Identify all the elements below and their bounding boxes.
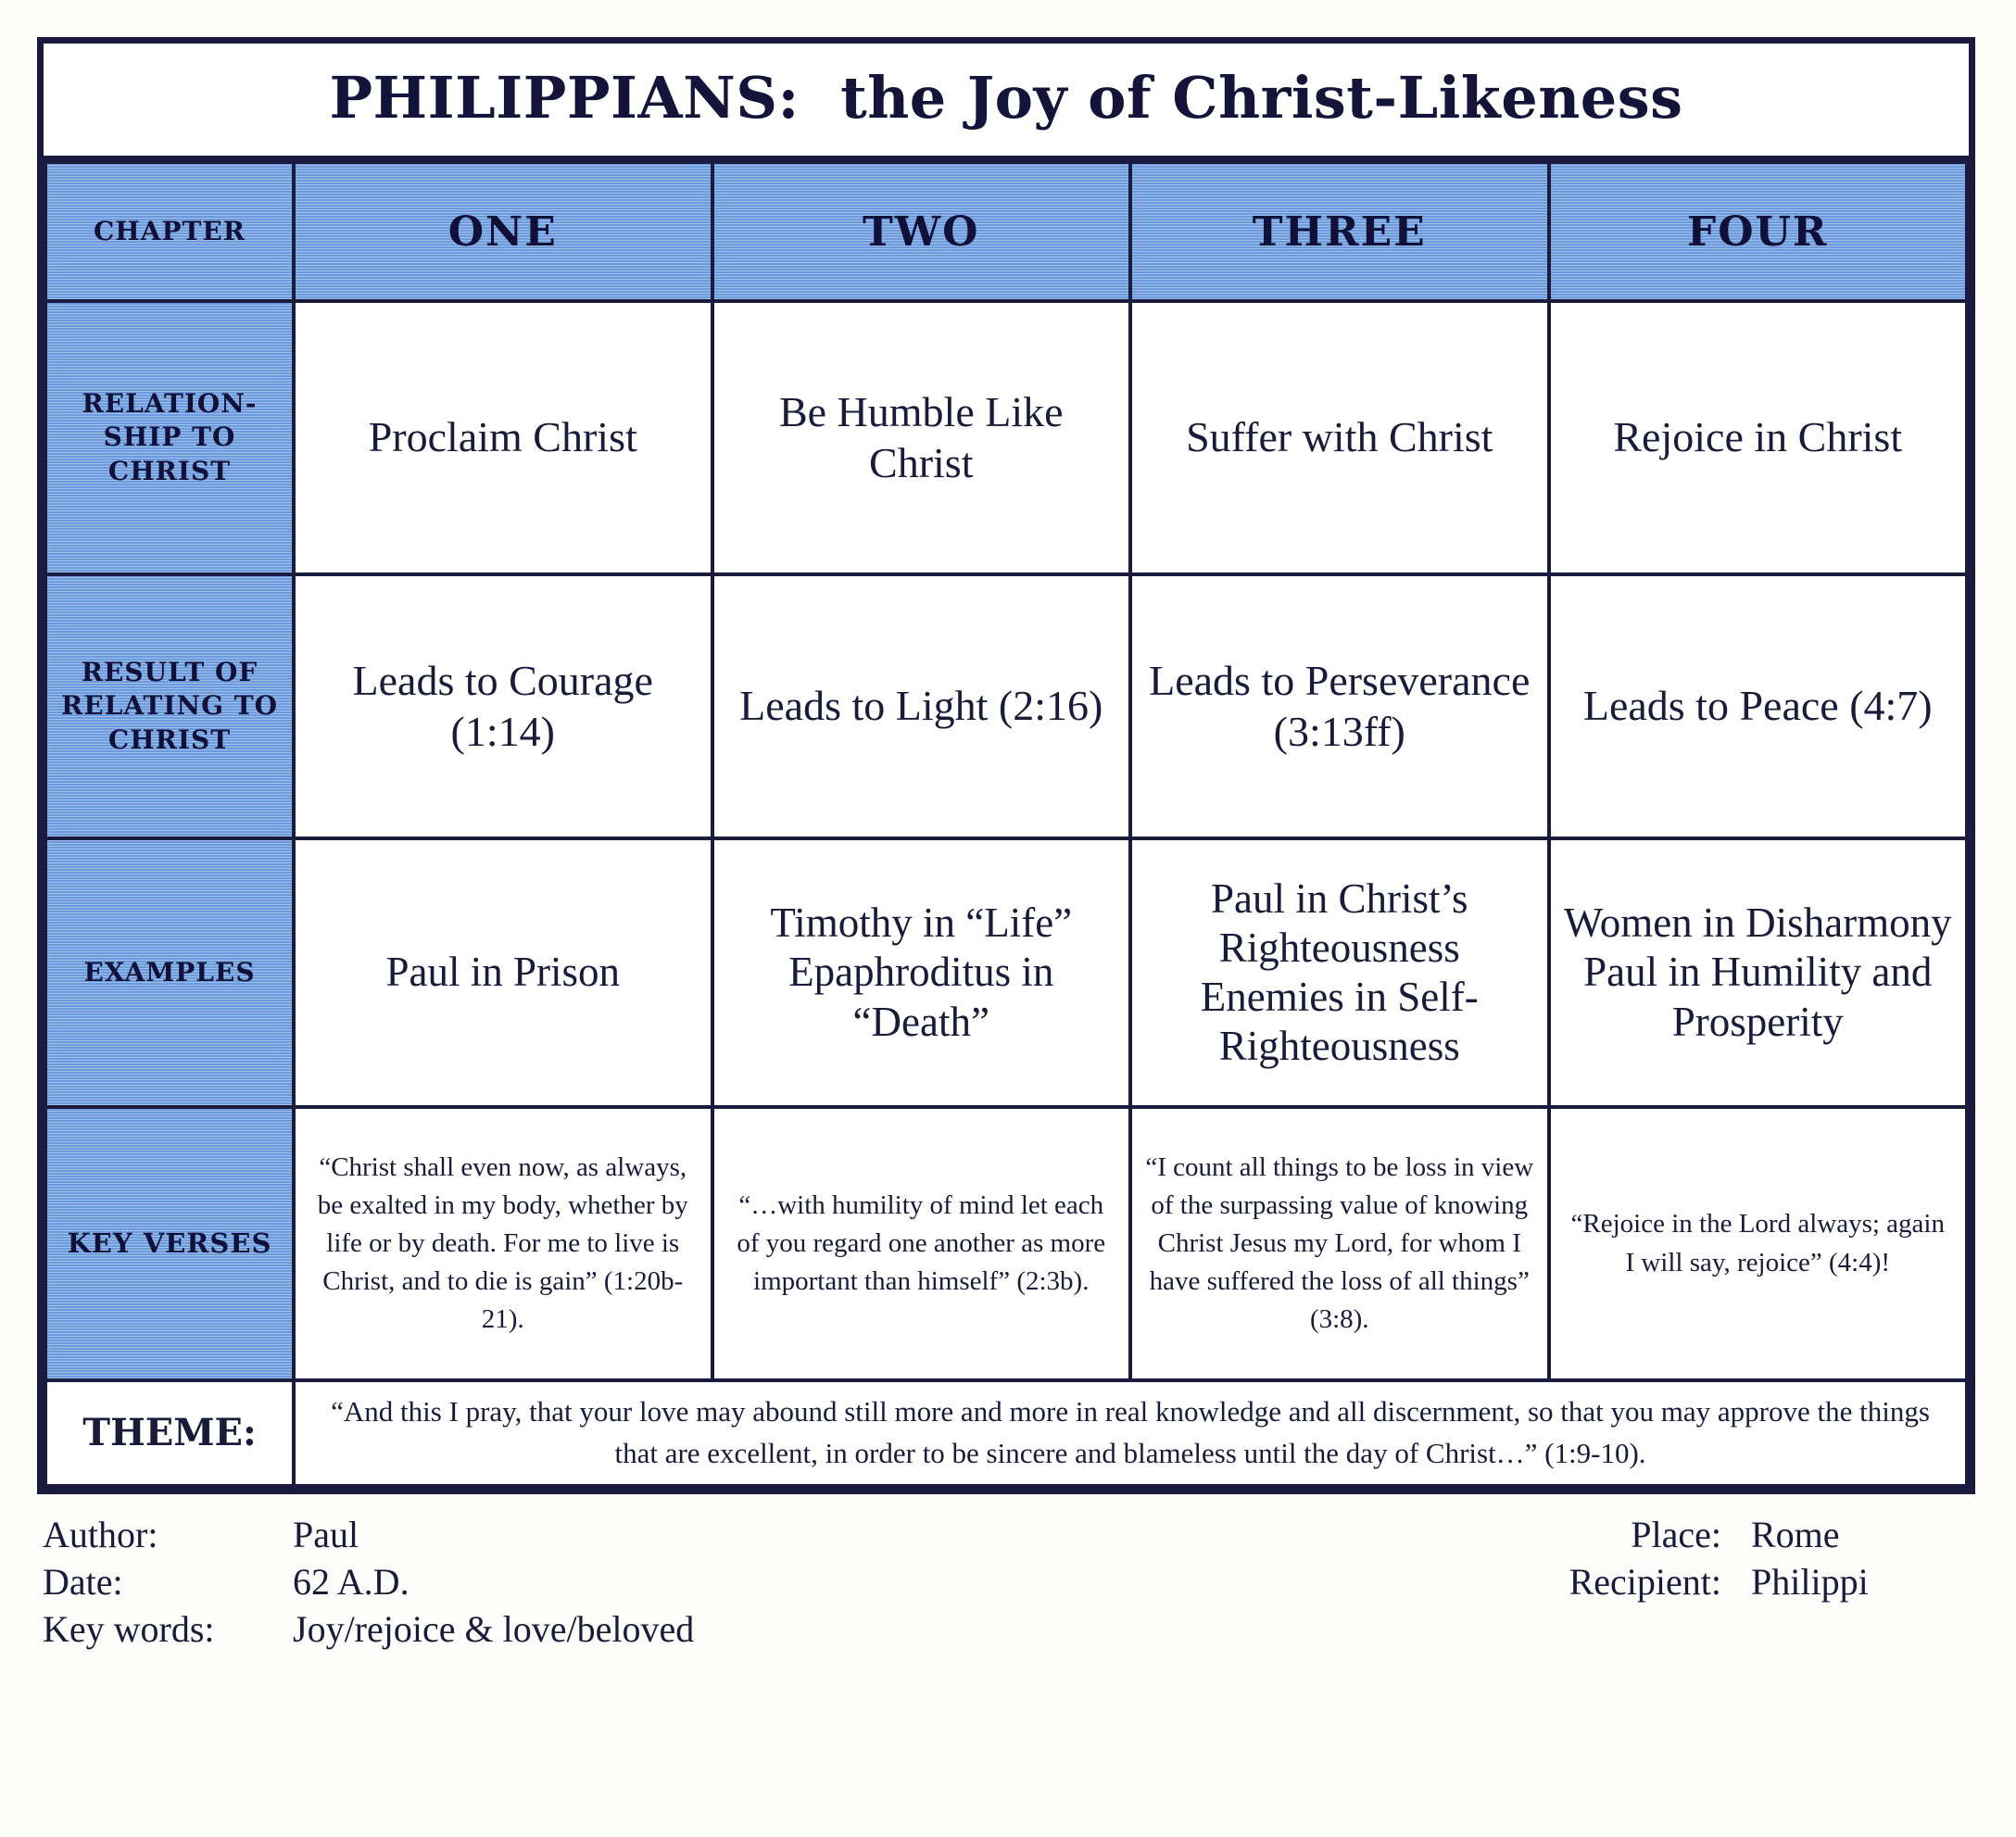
column-header-three: THREE [1130, 162, 1549, 301]
cell-relationship-four: Rejoice in Christ [1549, 301, 1968, 574]
cell-result-one: Leads to Courage (1:14) [294, 574, 712, 838]
footer-place-label: Place: [1631, 1513, 1721, 1555]
theme-label: THEME: [45, 1380, 294, 1486]
table-row [45, 838, 1967, 1107]
footer-keywords-label: Key words: [43, 1608, 215, 1651]
cell-result-two: Leads to Light (2:16) [712, 574, 1131, 838]
cell-relationship-three: Suffer with Christ [1130, 301, 1549, 574]
row-header-key-verses: KEY VERSES [45, 1107, 294, 1380]
column-header-two: TWO [712, 162, 1131, 301]
column-header-chapter: CHAPTER [45, 162, 294, 301]
cell-relationship-one: Proclaim Christ [294, 301, 712, 574]
row-header-relationship-to-christ: RELATION-SHIP TO CHRIST [45, 301, 294, 574]
footer-keywords-value: Joy/rejoice & love/beloved [293, 1608, 695, 1651]
table-row [45, 1107, 1967, 1380]
cell-examples-one: Paul in Prison [294, 838, 712, 1107]
column-header-one: ONE [294, 162, 712, 301]
footer-right-block [1569, 1511, 1964, 1605]
page-title: PHILIPPIANS: the Joy of Christ-Likeness [329, 64, 1683, 132]
chart-frame [37, 37, 1975, 1494]
chart-title-bar [44, 44, 1969, 160]
cell-examples-two: Timothy in “Life” Epaphroditus in “Death” [712, 838, 1131, 1107]
chapter-matrix-table [44, 160, 1969, 1488]
footer-date-label: Date: [43, 1561, 123, 1604]
cell-relationship-two: Be Humble Like Christ [712, 301, 1131, 574]
theme-text: “And this I pray, that your love may abound still more and more in real knowledge and all discernment, so that you may approve the things that are excellent, in order to be sincere and blameless until the day of Christ…” (1:9-10). [294, 1380, 1967, 1486]
table-header-row [45, 162, 1967, 301]
cell-key-verse-one: “Christ shall even now, as always, be exalted in my body, whether by life or by death. For me to live is Christ, and to die is gain” (1:20b-21). [294, 1107, 712, 1380]
footer-left-block [43, 1511, 694, 1654]
cell-result-four: Leads to Peace (4:7) [1549, 574, 1968, 838]
footer-recipient-value: Philippi [1751, 1561, 1869, 1604]
cell-key-verse-four: “Rejoice in the Lord always; again I will say, rejoice” (4:4)! [1549, 1107, 1968, 1380]
cell-key-verse-two: “…with humility of mind let each of you regard one another as more important than himself” (2:3b). [712, 1107, 1131, 1380]
footer-date-value: 62 A.D. [293, 1561, 410, 1604]
footer-place-row [1569, 1511, 1964, 1558]
row-header-examples: EXAMPLES [45, 838, 294, 1107]
footer-author-label: Author: [43, 1513, 158, 1555]
cell-result-three: Leads to Perseverance (3:13ff) [1130, 574, 1549, 838]
footer-date-row [43, 1558, 694, 1605]
table-row [45, 301, 1967, 574]
footer-keywords-row [43, 1605, 694, 1653]
footer-author-row [43, 1511, 694, 1558]
chart-footer [43, 1511, 1964, 1654]
theme-row [45, 1380, 1967, 1486]
row-header-result-of-relating: RESULT OF RELATING TO CHRIST [45, 574, 294, 838]
cell-examples-three: Paul in Christ’s Righteousness Enemies in Self-Righteousness [1130, 838, 1549, 1107]
cell-key-verse-three: “I count all things to be loss in view of the surpassing value of knowing Christ Jesus my Lord, for whom I have suffered the loss of all things” (3:8). [1130, 1107, 1549, 1380]
cell-examples-four: Women in Disharmony Paul in Humility and Prosperity [1549, 838, 1968, 1107]
footer-recipient-label: Recipient: [1569, 1561, 1721, 1604]
footer-place-value: Rome [1751, 1513, 1840, 1555]
table-row [45, 574, 1967, 838]
footer-author-value: Paul [293, 1513, 359, 1555]
column-header-four: FOUR [1549, 162, 1968, 301]
footer-recipient-row [1569, 1558, 1964, 1605]
